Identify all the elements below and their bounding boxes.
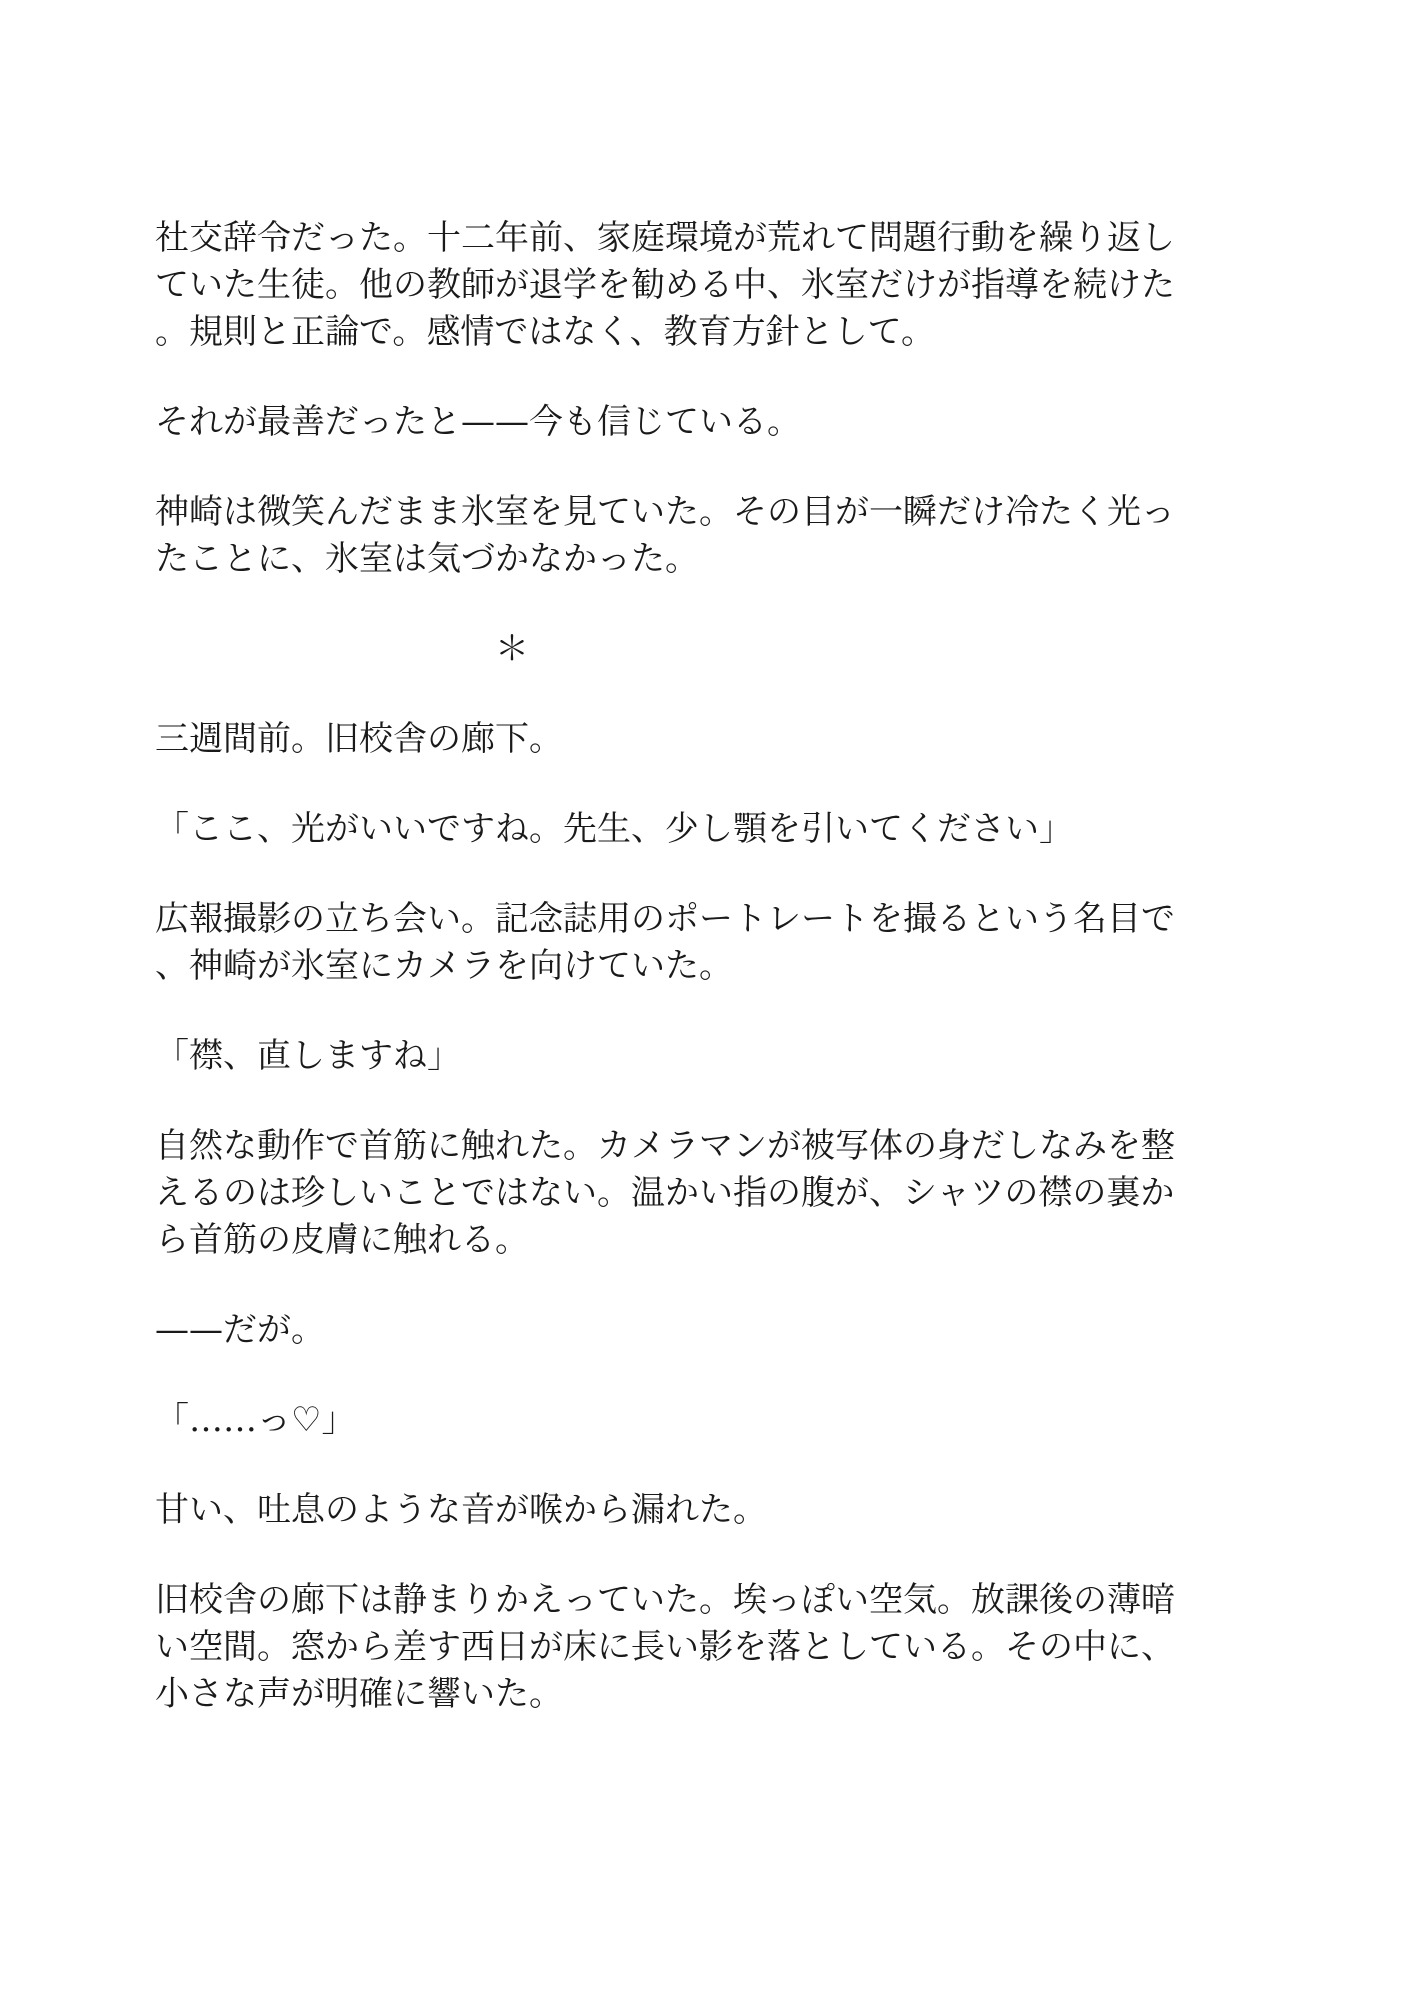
paragraph-sweet-sound: 甘い、吐息のような音が喉から漏れた。 [155,1490,767,1530]
paragraph-photo-session: 広報撮影の立ち会い。記念誌用のポートレートを撮るという名目で、神崎が氷室にカメラを向けていた。 [155,899,1175,986]
dialogue-light: 「ここ、光がいいですね。先生、少し顎を引いてください」 [155,809,1073,849]
dialogue-gasp: 「……っ♡」 [155,1400,356,1440]
dialogue-collar: 「襟、直しますね」 [155,1036,461,1076]
paragraph-corridor-silence: 旧校舎の廊下は静まりかえっていた。埃っぽい空気。放課後の薄暗い空間。窓から差す西日が床に長い影を落としている。その中に、小さな声が明確に響いた。 [155,1580,1175,1714]
text-column [155,215,1181,1718]
paragraph-kanzaki-gaze: 神崎は微笑んだまま氷室を見ていた。その目が一瞬だけ冷たく光ったことに、氷室は気づかなかった。 [155,492,1175,579]
paragraph-belief: それが最善だったと——今も信じている。 [155,402,801,442]
paragraph-scene-setting: 三週間前。旧校舎の廊下。 [155,719,563,759]
paragraph-backstory: 社交辞令だった。十二年前、家庭環境が荒れて問題行動を繰り返していた生徒。他の教師が退学を勧める中、氷室だけが指導を続けた。規則と正論で。感情ではなく、教育方針として。 [155,218,1175,352]
paragraph-touch: 自然な動作で首筋に触れた。カメラマンが被写体の身だしなみを整えるのは珍しいことではない。温かい指の腹が、シャツの襟の裏から首筋の皮膚に触れる。 [155,1126,1175,1260]
scene-break-asterisk: ＊ [495,629,529,669]
paragraph-daga: ——だが。 [155,1310,325,1350]
